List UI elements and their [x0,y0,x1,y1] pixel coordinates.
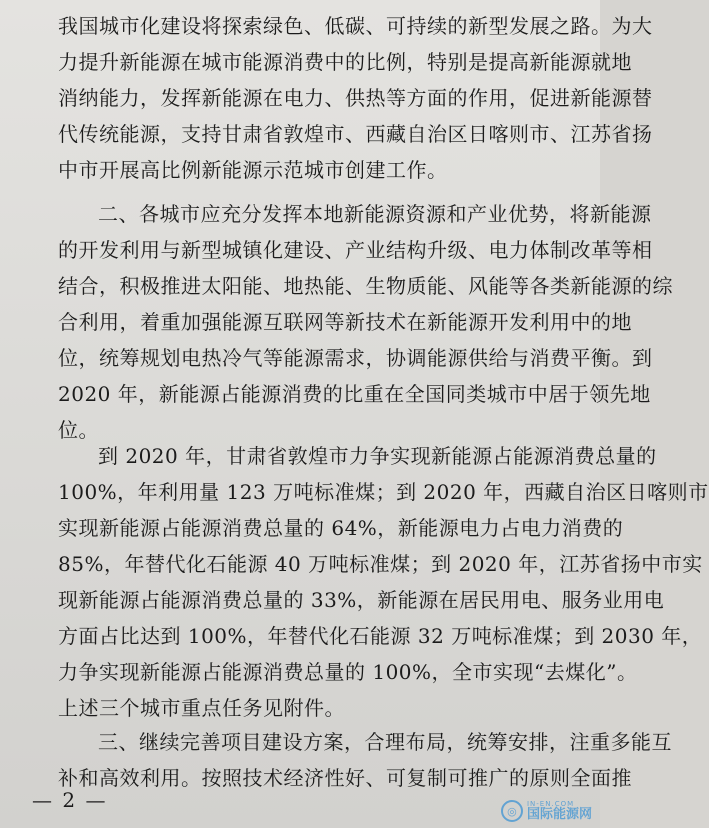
text-line: 三、继续完善项目建设方案，合理布局，统筹安排，注重多能互 [98,730,672,754]
text-line: 补和高效利用。按照技术经济性好、可复制可推广的原则全面推 [58,766,632,790]
text-line: 实现新能源占能源消费总量的 64%，新能源电力占电力消费的 [58,516,624,540]
text-line: 我国城市化建设将探索绿色、低碳、可持续的新型发展之路。为大 [58,14,653,38]
text-line: 二、各城市应充分发挥本地新能源资源和产业优势，将新能源 [98,202,652,226]
text-line: 消纳能力，发挥新能源在电力、供热等方面的作用，促进新能源替 [58,86,653,110]
text-line: 位，统筹规划电热冷气等能源需求，协调能源供给与消费平衡。到 [58,346,653,370]
text-line: 中市开展高比例新能源示范城市创建工作。 [58,158,448,182]
watermark-en: IN-EN.COM [526,800,575,808]
text-line: 现新能源占能源消费总量的 33%，新能源在居民用电、服务业用电 [58,588,665,612]
text-line: 85%，年替代化石能源 40 万吨标准煤；到 2020 年，江苏省扬中市实 [58,552,703,576]
text-line: 方面占比达到 100%，年替代化石能源 32 万吨标准煤；到 2030 年， [58,624,703,648]
text-line: 上述三个城市重点任务见附件。 [58,696,345,720]
paragraph-1 [58,8,653,188]
text-line: 位。 [58,418,99,442]
globe-icon: ◎ [501,800,523,822]
text-line: 到 2020 年，甘肃省敦煌市力争实现新能源占能源消费总量的 [98,444,657,468]
watermark-text [527,801,592,821]
page-number: — 2 — [32,788,108,812]
text-line: 合利用，着重加强能源互联网等新技术在新能源开发利用中的地 [58,310,632,334]
text-line: 100%，年利用量 123 万吨标准煤；到 2020 年，西藏自治区日喀则市 [58,480,709,504]
watermark-logo [501,800,592,822]
text-line: 力提升新能源在城市能源消费中的比例，特别是提高新能源就地 [58,50,632,74]
text-line: 的开发利用与新型城镇化建设、产业结构升级、电力体制改革等相 [58,238,653,262]
text-line: 代传统能源，支持甘肃省敦煌市、西藏自治区日喀则市、江苏省扬 [58,122,653,146]
paragraph-3 [58,438,709,726]
paragraph-2 [58,196,673,448]
paragraph-4 [58,724,672,796]
text-line: 结合，积极推进太阳能、地热能、生物质能、风能等各类新能源的综 [58,274,673,298]
text-line: 2020 年，新能源占能源消费的比重在全国同类城市中居于领先地 [58,382,651,406]
text-line: 力争实现新能源占能源消费总量的 100%，全市实现“去煤化”。 [58,660,638,684]
watermark-cn: 国际能源网 [526,807,592,822]
